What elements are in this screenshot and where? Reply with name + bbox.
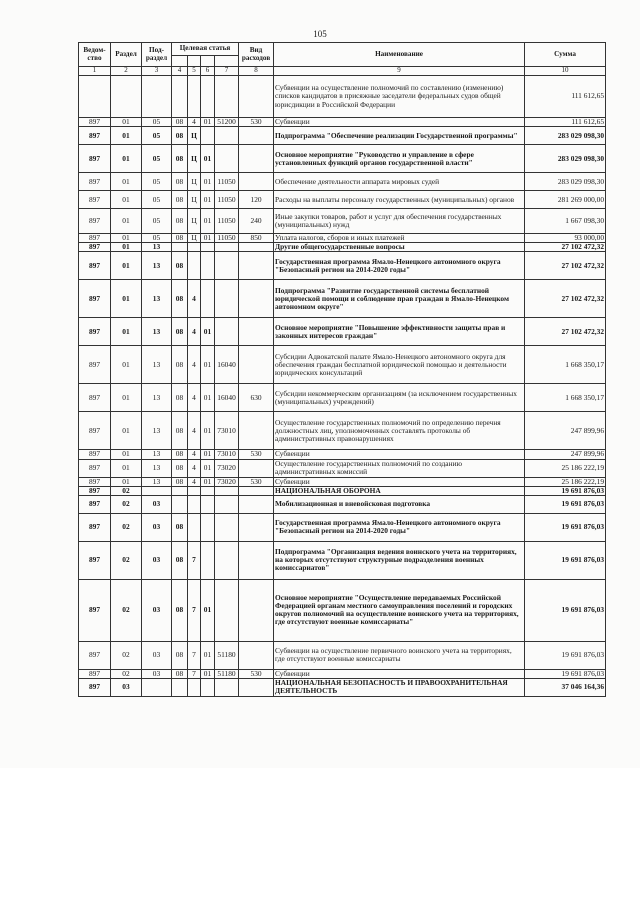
cell-sum: 27 102 472,32 — [525, 252, 606, 280]
cell-p: 13 — [142, 384, 172, 412]
cell-name: Уплата налогов, сборов и иных платежей — [274, 234, 525, 243]
cell-c1: 08 — [172, 513, 188, 541]
cell-c1: 08 — [172, 477, 188, 486]
cell-p — [142, 76, 172, 118]
cell-c3: 01 — [201, 412, 215, 450]
cell-vid — [239, 495, 274, 513]
cell-v: 897 — [79, 495, 111, 513]
cell-c1 — [172, 678, 188, 696]
cell-c2: 4 — [188, 346, 201, 384]
cell-c4: 11050 — [215, 209, 239, 234]
cell-vid: 530 — [239, 118, 274, 127]
cell-c4: 51180 — [215, 669, 239, 678]
header-summa: Сумма — [525, 43, 606, 67]
cell-vid — [239, 346, 274, 384]
table-row — [79, 513, 606, 541]
cell-name: Основное мероприятие "Осуществление передаваемых Российской Федерацией органам местного самоуправления поселений и городских округов полномочий на осуществление воинского учета на территориях, где отсутствуют военные комиссариаты" — [274, 579, 525, 641]
cell-p: 05 — [142, 118, 172, 127]
cell-v: 897 — [79, 318, 111, 346]
cell-c3 — [201, 541, 215, 579]
cell-vid — [239, 641, 274, 669]
cell-v: 897 — [79, 191, 111, 209]
cell-c4: 73010 — [215, 450, 239, 459]
cell-r: 01 — [111, 459, 142, 477]
cell-sum: 1 668 350,17 — [525, 384, 606, 412]
cell-vid: 120 — [239, 191, 274, 209]
table-row — [79, 234, 606, 243]
cell-v: 897 — [79, 280, 111, 318]
cell-sum: 281 269 000,00 — [525, 191, 606, 209]
cell-p: 05 — [142, 191, 172, 209]
cell-c2: 4 — [188, 118, 201, 127]
cell-vid: 530 — [239, 669, 274, 678]
table-row — [79, 495, 606, 513]
cell-v — [79, 76, 111, 118]
cell-p: 03 — [142, 641, 172, 669]
cell-vid — [239, 318, 274, 346]
cell-v: 897 — [79, 412, 111, 450]
cell-name: Субвенции на осуществление полномочий по составлению (изменению) списков кандидатов в присяжные заседатели федеральных судов общей юрисдикции в Российской Федерации — [274, 76, 525, 118]
table-row — [79, 346, 606, 384]
cell-name: Подпрограмма "Обеспечение реализации Государственной программы" — [274, 127, 525, 145]
cell-c3: 01 — [201, 209, 215, 234]
cell-r: 01 — [111, 145, 142, 173]
header-podrazdel: Под-раздел — [142, 43, 172, 67]
cell-v: 897 — [79, 234, 111, 243]
cell-vid: 530 — [239, 477, 274, 486]
cell-c1: 08 — [172, 579, 188, 641]
cell-vid — [239, 76, 274, 118]
cell-c4 — [215, 76, 239, 118]
cell-name: Государственная программа Ямало-Ненецкого автономного округа "Безопасный регион на 2014-2020 годы" — [274, 513, 525, 541]
cell-r: 01 — [111, 191, 142, 209]
cell-c4 — [215, 678, 239, 696]
cell-name: Другие общегосударственные вопросы — [274, 243, 525, 252]
cell-sum: 19 691 876,03 — [525, 486, 606, 495]
cell-sum: 247 899,96 — [525, 412, 606, 450]
cell-c4 — [215, 541, 239, 579]
cell-c4: 73020 — [215, 459, 239, 477]
cell-r: 02 — [111, 669, 142, 678]
cell-v: 897 — [79, 173, 111, 191]
cell-p: 05 — [142, 234, 172, 243]
cell-r: 01 — [111, 280, 142, 318]
cell-vid: 530 — [239, 450, 274, 459]
table-row — [79, 412, 606, 450]
cell-sum: 37 046 164,36 — [525, 678, 606, 696]
cell-c4 — [215, 127, 239, 145]
cell-c2: Ц — [188, 191, 201, 209]
cell-c3 — [201, 486, 215, 495]
cell-c1: 08 — [172, 450, 188, 459]
budget-table — [78, 42, 606, 697]
cell-c4: 11050 — [215, 173, 239, 191]
cell-c3: 01 — [201, 450, 215, 459]
cell-p — [142, 486, 172, 495]
cell-c2 — [188, 513, 201, 541]
table-row — [79, 450, 606, 459]
cell-name: Субвенции на осуществление первичного воинского учета на территориях, где отсутствуют военные комиссариаты — [274, 641, 525, 669]
table-row — [79, 145, 606, 173]
cell-c3: 01 — [201, 191, 215, 209]
cell-r: 03 — [111, 678, 142, 696]
cell-v: 897 — [79, 209, 111, 234]
cell-r: 02 — [111, 495, 142, 513]
header-celevaya-statya: Целевая статья — [172, 43, 239, 56]
table-row — [79, 384, 606, 412]
cell-sum: 283 029 098,30 — [525, 145, 606, 173]
cell-sum: 25 186 222,19 — [525, 459, 606, 477]
cell-c2: 7 — [188, 579, 201, 641]
table-row — [79, 678, 606, 696]
cell-sum: 1 667 098,30 — [525, 209, 606, 234]
cell-v: 897 — [79, 477, 111, 486]
cell-c1: 08 — [172, 209, 188, 234]
table-row — [79, 118, 606, 127]
table-row — [79, 127, 606, 145]
cell-p: 03 — [142, 495, 172, 513]
cell-p — [142, 678, 172, 696]
cell-r: 02 — [111, 541, 142, 579]
cell-c3 — [201, 280, 215, 318]
cell-p: 13 — [142, 412, 172, 450]
cell-c4: 73010 — [215, 412, 239, 450]
cell-sum: 19 691 876,03 — [525, 541, 606, 579]
cell-sum: 111 612,65 — [525, 76, 606, 118]
header-vid-rashodov: Вид расходов — [239, 43, 274, 67]
cell-vid: 850 — [239, 234, 274, 243]
cell-c1: 08 — [172, 318, 188, 346]
cell-vid: 240 — [239, 209, 274, 234]
cell-sum: 19 691 876,03 — [525, 579, 606, 641]
cell-p: 03 — [142, 541, 172, 579]
cell-p: 13 — [142, 318, 172, 346]
cell-c2: 4 — [188, 459, 201, 477]
cell-sum: 93 000,00 — [525, 234, 606, 243]
cell-p: 13 — [142, 346, 172, 384]
cell-sum: 283 029 098,30 — [525, 173, 606, 191]
cell-name: Основное мероприятие "Повышение эффективности защиты прав и законных интересов граждан" — [274, 318, 525, 346]
cell-c1: 08 — [172, 234, 188, 243]
cell-c2: 4 — [188, 318, 201, 346]
cell-c1: 08 — [172, 346, 188, 384]
cell-c1 — [172, 495, 188, 513]
cell-v: 897 — [79, 459, 111, 477]
table-row — [79, 641, 606, 669]
page-bottom-margin — [0, 768, 640, 905]
cell-c1: 08 — [172, 173, 188, 191]
cell-r: 01 — [111, 209, 142, 234]
cell-sum: 27 102 472,32 — [525, 243, 606, 252]
cell-c3: 01 — [201, 579, 215, 641]
cell-p: 03 — [142, 669, 172, 678]
cell-v: 897 — [79, 641, 111, 669]
cell-sum: 1 668 350,17 — [525, 346, 606, 384]
cell-c2: 4 — [188, 477, 201, 486]
header-naimenovanie: Наименование — [274, 43, 525, 67]
cell-c1: 08 — [172, 191, 188, 209]
cell-v: 897 — [79, 127, 111, 145]
cell-c2: Ц — [188, 145, 201, 173]
cell-c3: 01 — [201, 384, 215, 412]
cell-c4 — [215, 513, 239, 541]
cell-c2 — [188, 678, 201, 696]
cell-c1: 08 — [172, 127, 188, 145]
cell-c1: 08 — [172, 145, 188, 173]
cell-vid — [239, 541, 274, 579]
cell-r: 01 — [111, 346, 142, 384]
cell-c2: Ц — [188, 127, 201, 145]
cell-c4: 16040 — [215, 346, 239, 384]
header-razdel: Раздел — [111, 43, 142, 67]
cell-c3: 01 — [201, 641, 215, 669]
cell-vid — [239, 252, 274, 280]
cell-c4: 51180 — [215, 641, 239, 669]
cell-r: 01 — [111, 450, 142, 459]
cell-c4 — [215, 495, 239, 513]
cell-vid — [239, 513, 274, 541]
cell-vid — [239, 280, 274, 318]
cell-vid — [239, 579, 274, 641]
cell-c3: 01 — [201, 173, 215, 191]
table-row — [79, 486, 606, 495]
table-row — [79, 280, 606, 318]
cell-c2: 7 — [188, 541, 201, 579]
cell-c1: 08 — [172, 412, 188, 450]
cell-name: Субсидии Адвокатской палате Ямало-Ненецкого автономного округа для обеспечения граждан бесплатной юридической помощью и деятельности юридических консультаций — [274, 346, 525, 384]
cell-c3 — [201, 243, 215, 252]
cell-name: НАЦИОНАЛЬНАЯ ОБОРОНА — [274, 486, 525, 495]
cell-name: Субвенции — [274, 450, 525, 459]
cell-c2: 4 — [188, 450, 201, 459]
page-number: 105 — [313, 29, 327, 39]
cell-v: 897 — [79, 243, 111, 252]
cell-name: Подпрограмма "Организация ведения воинского учета на территориях, на которых отсутствуют структурные подразделения военных комиссариатов" — [274, 541, 525, 579]
cell-vid — [239, 145, 274, 173]
cell-v: 897 — [79, 450, 111, 459]
cell-c1: 08 — [172, 641, 188, 669]
cell-c4: 51200 — [215, 118, 239, 127]
cell-sum: 19 691 876,03 — [525, 641, 606, 669]
cell-v: 897 — [79, 513, 111, 541]
cell-name: НАЦИОНАЛЬНАЯ БЕЗОПАСНОСТЬ И ПРАВООХРАНИТЕЛЬНАЯ ДЕЯТЕЛЬНОСТЬ — [274, 678, 525, 696]
cell-c3 — [201, 513, 215, 541]
cell-p: 13 — [142, 450, 172, 459]
cell-c3: 01 — [201, 669, 215, 678]
cell-r: 01 — [111, 127, 142, 145]
cell-c4: 11050 — [215, 191, 239, 209]
table-row — [79, 173, 606, 191]
cell-sum: 247 899,96 — [525, 450, 606, 459]
cell-name: Государственная программа Ямало-Ненецкого автономного округа "Безопасный регион на 2014-2020 годы" — [274, 252, 525, 280]
table-row — [79, 541, 606, 579]
cell-c1 — [172, 76, 188, 118]
cell-c1: 08 — [172, 669, 188, 678]
cell-c2: Ц — [188, 209, 201, 234]
cell-c3 — [201, 495, 215, 513]
cell-r: 02 — [111, 486, 142, 495]
cell-r: 02 — [111, 579, 142, 641]
cell-p: 13 — [142, 477, 172, 486]
cell-c2: Ц — [188, 234, 201, 243]
cell-c2 — [188, 76, 201, 118]
cell-vid — [239, 173, 274, 191]
cell-c3: 01 — [201, 118, 215, 127]
cell-r: 01 — [111, 234, 142, 243]
cell-c3 — [201, 127, 215, 145]
cell-c4 — [215, 243, 239, 252]
cell-vid — [239, 486, 274, 495]
cell-c2: 7 — [188, 669, 201, 678]
cell-sum: 27 102 472,32 — [525, 318, 606, 346]
cell-name: Субсидии некоммерческим организациям (за исключением государственных (муниципальных) учреждений) — [274, 384, 525, 412]
cell-c3: 01 — [201, 318, 215, 346]
cell-c4 — [215, 280, 239, 318]
cell-sum: 19 691 876,03 — [525, 513, 606, 541]
cell-name: Обеспечение деятельности аппарата мировых судей — [274, 173, 525, 191]
cell-v: 897 — [79, 486, 111, 495]
cell-vid — [239, 412, 274, 450]
cell-v: 897 — [79, 252, 111, 280]
cell-name: Расходы на выплаты персоналу государственных (муниципальных) органов — [274, 191, 525, 209]
table-row — [79, 76, 606, 118]
cell-c2: 7 — [188, 641, 201, 669]
cell-c2: Ц — [188, 173, 201, 191]
cell-r: 01 — [111, 477, 142, 486]
cell-c1: 08 — [172, 459, 188, 477]
cell-v: 897 — [79, 346, 111, 384]
cell-c4 — [215, 486, 239, 495]
cell-c4: 73020 — [215, 477, 239, 486]
cell-p: 03 — [142, 513, 172, 541]
cell-r: 01 — [111, 384, 142, 412]
cell-r: 01 — [111, 118, 142, 127]
cell-v: 897 — [79, 384, 111, 412]
cell-c3: 01 — [201, 145, 215, 173]
cell-vid — [239, 678, 274, 696]
cell-c3 — [201, 678, 215, 696]
cell-c4 — [215, 252, 239, 280]
cell-sum: 25 186 222,19 — [525, 477, 606, 486]
cell-name: Основное мероприятие "Руководство и управление в сфере установленных функций органов государственной власти" — [274, 145, 525, 173]
cell-vid: 630 — [239, 384, 274, 412]
cell-c4: 11050 — [215, 234, 239, 243]
cell-c2 — [188, 243, 201, 252]
cell-r: 01 — [111, 252, 142, 280]
cell-c4 — [215, 318, 239, 346]
cell-c4 — [215, 145, 239, 173]
cell-p: 13 — [142, 252, 172, 280]
cell-c1: 08 — [172, 541, 188, 579]
cell-v: 897 — [79, 118, 111, 127]
cell-p: 05 — [142, 209, 172, 234]
cell-c4 — [215, 579, 239, 641]
cell-p: 05 — [142, 145, 172, 173]
cell-c3: 01 — [201, 346, 215, 384]
column-index-row: 1 2 3 4 5 6 7 8 9 10 — [79, 67, 606, 76]
cell-p: 05 — [142, 173, 172, 191]
cell-c2 — [188, 252, 201, 280]
cell-name: Подпрограмма "Развитие государственной системы бесплатной юридической помощи и соблюдение прав граждан в Ямало-Ненецком автономном округе" — [274, 280, 525, 318]
cell-name: Субвенции — [274, 669, 525, 678]
table-row — [79, 459, 606, 477]
cell-name: Субвенции — [274, 118, 525, 127]
cell-r — [111, 76, 142, 118]
table-row — [79, 477, 606, 486]
cell-sum: 111 612,65 — [525, 118, 606, 127]
cell-c1: 08 — [172, 280, 188, 318]
cell-name: Осуществление государственных полномочий по созданию административных комиссий — [274, 459, 525, 477]
cell-r: 01 — [111, 243, 142, 252]
cell-c2 — [188, 486, 201, 495]
cell-vid — [239, 243, 274, 252]
cell-c3: 01 — [201, 477, 215, 486]
cell-sum: 19 691 876,03 — [525, 669, 606, 678]
cell-name: Субвенции — [274, 477, 525, 486]
table-row — [79, 579, 606, 641]
cell-c2: 4 — [188, 280, 201, 318]
cell-sum: 283 029 098,30 — [525, 127, 606, 145]
cell-v: 897 — [79, 678, 111, 696]
cell-v: 897 — [79, 579, 111, 641]
table-row — [79, 318, 606, 346]
cell-p: 13 — [142, 280, 172, 318]
cell-c2 — [188, 495, 201, 513]
cell-r: 01 — [111, 412, 142, 450]
cell-c2: 4 — [188, 384, 201, 412]
table-row — [79, 669, 606, 678]
cell-c3: 01 — [201, 234, 215, 243]
cell-c1 — [172, 486, 188, 495]
cell-c3 — [201, 252, 215, 280]
cell-p: 13 — [142, 459, 172, 477]
cell-c1: 08 — [172, 252, 188, 280]
cell-name: Осуществление государственных полномочий по определению перечня должностных лиц, уполномоченных составлять протоколы об административных правонарушениях — [274, 412, 525, 450]
cell-c1: 08 — [172, 384, 188, 412]
cell-v: 897 — [79, 541, 111, 579]
cell-p: 05 — [142, 127, 172, 145]
cell-r: 01 — [111, 173, 142, 191]
cell-c1: 08 — [172, 118, 188, 127]
cell-r: 02 — [111, 513, 142, 541]
cell-sum: 27 102 472,32 — [525, 280, 606, 318]
cell-r: 02 — [111, 641, 142, 669]
cell-c3 — [201, 76, 215, 118]
cell-c1 — [172, 243, 188, 252]
cell-sum: 19 691 876,03 — [525, 495, 606, 513]
cell-p: 13 — [142, 243, 172, 252]
table-row — [79, 243, 606, 252]
table-row — [79, 209, 606, 234]
cell-vid — [239, 459, 274, 477]
cell-vid — [239, 127, 274, 145]
cell-c2: 4 — [188, 412, 201, 450]
cell-name: Иные закупки товаров, работ и услуг для обеспечения государственных (муниципальных) нужд — [274, 209, 525, 234]
cell-v: 897 — [79, 669, 111, 678]
table-row — [79, 252, 606, 280]
header-vedomstvo: Ведом-ство — [79, 43, 111, 67]
cell-r: 01 — [111, 318, 142, 346]
table-row — [79, 191, 606, 209]
cell-c4: 16040 — [215, 384, 239, 412]
cell-p: 03 — [142, 579, 172, 641]
cell-name: Мобилизационная и вневойсковая подготовка — [274, 495, 525, 513]
cell-c3: 01 — [201, 459, 215, 477]
cell-v: 897 — [79, 145, 111, 173]
